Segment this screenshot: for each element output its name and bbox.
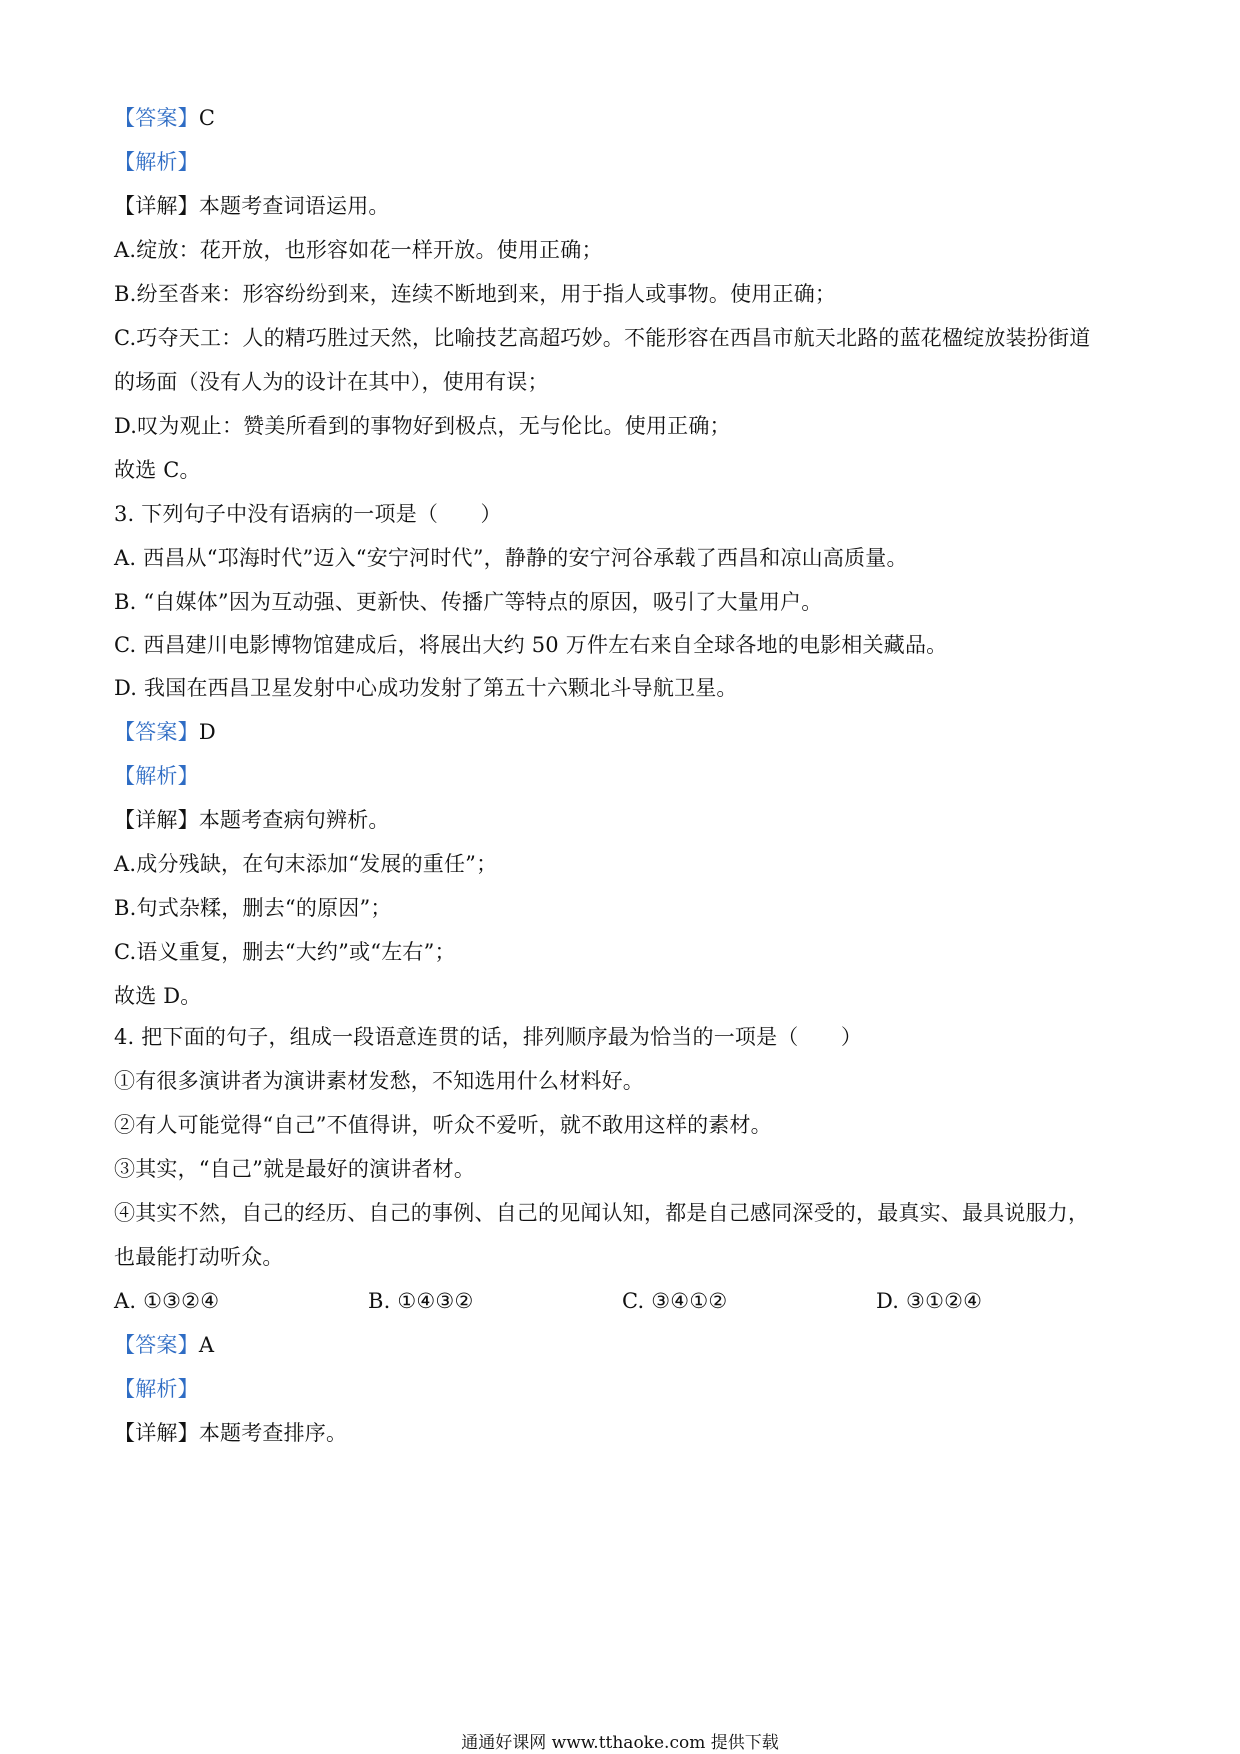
detail-tag: 【详解】: [114, 1421, 199, 1445]
analysis-tag: 【解析】: [114, 150, 199, 174]
conclusion-3: 故选 D。: [114, 984, 202, 1008]
explanation-c-line1: C.巧夺天工：人的精巧胜过天然，比喻技艺高超巧妙。不能形容在西昌市航天北路的蓝花楹绽放装扮街道: [114, 326, 1091, 350]
question-4-options: [114, 1286, 1130, 1316]
explanation-b: B.纷至沓来：形容纷纷到来，连续不断地到来，用于指人或事物。使用正确；: [114, 282, 837, 306]
answer-value: A: [198, 1333, 215, 1357]
question-4-option-d: D. ③①②④: [876, 1289, 983, 1313]
question-4-sentence-4-line1: ④其实不然，自己的经历、自己的事例、自己的见闻认知，都是自己感同深受的，最真实、最具说服力，: [114, 1201, 1090, 1225]
question-3-option-d: D. 我国在西昌卫星发射中心成功发射了第五十六颗北斗导航卫星。: [114, 676, 738, 700]
analysis-line-4: [114, 1374, 1130, 1404]
answer-tag: 【答案】: [114, 106, 199, 130]
question-4-option-a: A. ①③②④: [114, 1289, 220, 1313]
answer-tag: 【答案】: [114, 1333, 199, 1357]
question-3-option-b: B. “自媒体”因为互动强、更新快、传播广等特点的原因，吸引了大量用户。: [114, 590, 823, 614]
detail-line-1: [114, 191, 1130, 221]
question-4-stem: 4. 把下面的句子，组成一段语意连贯的话，排列顺序最为恰当的一项是（ ）: [114, 1025, 863, 1049]
question-4-option-b: B. ①④③②: [368, 1289, 474, 1313]
analysis-line-1: [114, 147, 1130, 177]
q3-explanation-c: C.语义重复，删去“大约”或“左右”；: [114, 940, 456, 964]
analysis-line-3: [114, 761, 1130, 791]
q3-explanation-a: A.成分残缺，在句末添加“发展的重任”；: [114, 852, 498, 876]
page-footer: 通通好课网 www.tthaoke.com 提供下载: [461, 1733, 779, 1753]
detail-line-4: [114, 1418, 1130, 1448]
question-4-sentence-2: ②有人可能觉得“自己”不值得讲，听众不爱听，就不敢用这样的素材。: [114, 1113, 772, 1137]
detail-text: 本题考查病句辨析。: [198, 808, 390, 832]
analysis-tag: 【解析】: [114, 764, 199, 788]
explanation-a: A.绽放：花开放，也形容如花一样开放。使用正确；: [114, 238, 603, 262]
question-4-sentence-1: ①有很多演讲者为演讲素材发愁，不知选用什么材料好。: [114, 1069, 644, 1093]
question-4-sentence-3: ③其实，“自己”就是最好的演讲者材。: [114, 1157, 476, 1181]
answer-line-3: [114, 717, 1130, 747]
question-3-option-c: C. 西昌建川电影博物馆建成后，将展出大约 50 万件左右来自全球各地的电影相关藏品。: [114, 633, 948, 657]
answer-value: C: [198, 106, 216, 130]
q3-explanation-b: B.句式杂糅，删去“的原因”；: [114, 896, 392, 920]
question-4-option-c: C. ③④①②: [622, 1289, 728, 1313]
question-3-option-a: A. 西昌从“邛海时代”迈入“安宁河时代”，静静的安宁河谷承载了西昌和凉山高质量。: [114, 546, 908, 570]
answer-tag: 【答案】: [114, 720, 199, 744]
detail-tag: 【详解】: [114, 194, 199, 218]
conclusion-1: 故选 C。: [114, 458, 201, 482]
analysis-tag: 【解析】: [114, 1377, 199, 1401]
answer-line-1: [114, 103, 1130, 133]
explanation-d: D.叹为观止：赞美所看到的事物好到极点，无与伦比。使用正确；: [114, 414, 731, 438]
question-3-stem: 3. 下列句子中没有语病的一项是（ ）: [114, 502, 502, 526]
answer-line-4: [114, 1330, 1130, 1360]
detail-line-3: [114, 805, 1130, 835]
question-4-sentence-4-line2: 也最能打动听众。: [114, 1245, 284, 1269]
detail-text: 本题考查排序。: [198, 1421, 348, 1445]
detail-tag: 【详解】: [114, 808, 199, 832]
detail-text: 本题考查词语运用。: [198, 194, 390, 218]
explanation-c-line2: 的场面（没有人为的设计在其中），使用有误；: [114, 370, 549, 394]
answer-value: D: [198, 720, 216, 744]
